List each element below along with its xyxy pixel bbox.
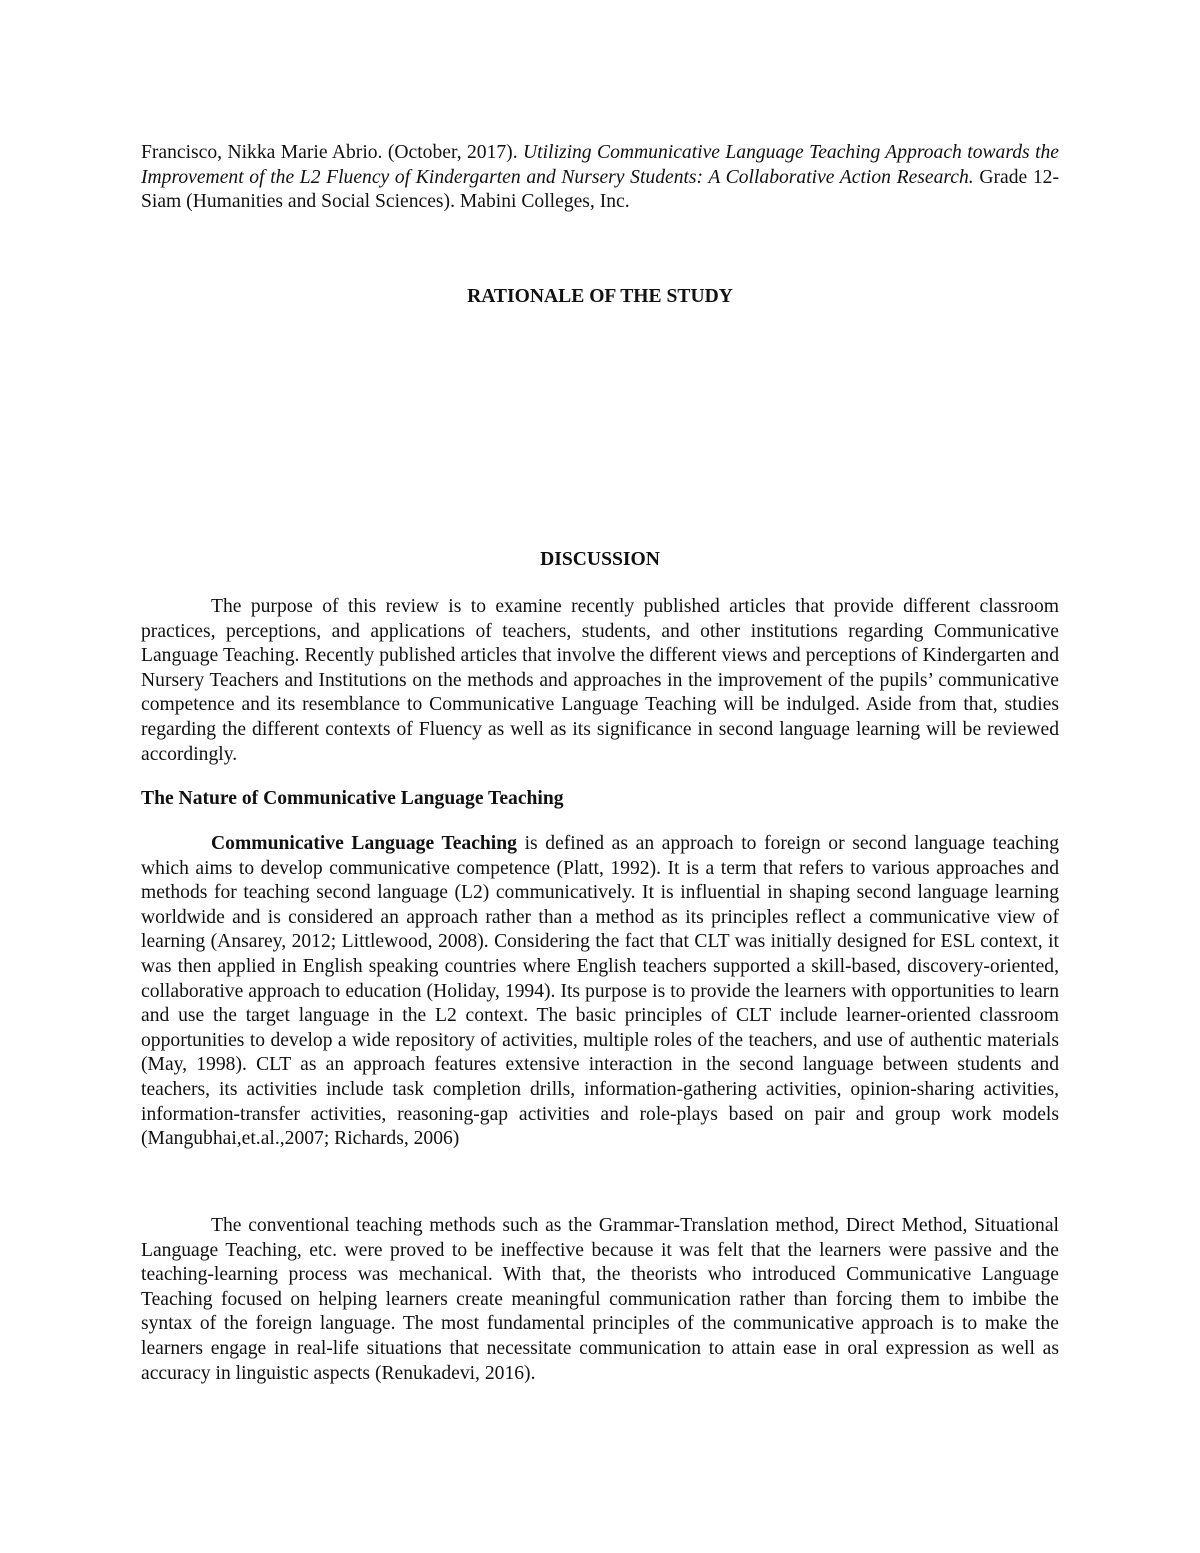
discussion-heading: DISCUSSION: [540, 549, 660, 570]
citation-title: Utilizing Communicative Language Teaching Approach towards the Improvement of the L2 Fluency of Kindergarten and Nursery Students: A Collaborative Action Research.: [141, 142, 1060, 188]
rationale-heading: RATIONALE OF THE STUDY: [467, 286, 733, 307]
discussion-paragraph: The purpose of this review is to examine recently published articles that provide different classroom practices, perceptions, and applications of teachers, students, and other institutions regarding Communicative Language Teaching. Recently published articles that involve the different views and perceptions of Kindergarten and Nursery Teachers and Institutions on the methods and approaches in the improvement of the pupils’ communicative competence and its resemblance to Communicative Language Teaching will be indulged. Aside from that, studies regarding the different contexts of Fluency as well as its significance in second language learning will be reviewed accordingly.: [141, 596, 1059, 765]
clt-paragraph-text: is defined as an approach to foreign or second language teaching which aims to develop communicative competence (Platt, 1992). It is a term that refers to various approaches and methods for teaching second language (L2) communicatively. It is influential in shaping second language learning worldwide and is considered an approach rather than a method as its principles reflect a communicative view of learning (Ansarey, 2012; Littlewood, 2008). Considering the fact that CLT was initially designed for ESL context, it was then applied in English speaking countries where English teachers supported a skill-based, discovery-oriented, collaborative approach to education (Holiday, 1994). Its purpose is to provide the learners with opportunities to learn and use the target language in the L2 context. The basic principles of CLT include learner-oriented classroom opportunities to develop a wide repository of activities, multiple roles of the teachers, and use of authentic materials (May, 1998). CLT as an approach features extensive interaction in the second language between students and teachers, its activities include task completion drills, information-gathering activities, opinion-sharing activities, information-transfer activities, reasoning-gap activities and role-plays based on pair and group work models (Mangubhai,et.al.,2007; Richards, 2006): [141, 833, 1060, 1150]
citation-rest: Grade 12-Siam (Humanities and Social Sciences). Mabini Colleges, Inc.: [141, 166, 1060, 213]
clt-bold-term: Communicative Language Teaching: [211, 833, 517, 854]
citation-author-date: Francisco, Nikka Marie Abrio. (October, 2017).: [141, 142, 518, 163]
section-heading-nature-of-clt: The Nature of Communicative Language Teaching: [141, 788, 564, 809]
conventional-methods-paragraph: The conventional teaching methods such as the Grammar-Translation method, Direct Method, Situational Language Teaching, etc. were proved to be ineffective because it was felt that the learners were passive and the teaching-learning process was mechanical. With that, the theorists who introduced Communicative Language Teaching focused on helping learners create meaningful communication rather than forcing them to imbibe the syntax of the foreign language. The most fundamental principles of the communicative approach is to make the learners engage in real-life situations that necessitate communication to attain ease in oral expression as well as accuracy in linguistic aspects (Renukadevi, 2016).: [141, 1215, 1059, 1384]
citation: [141, 141, 1059, 215]
document-page: [141, 141, 1060, 1384]
clt-paragraph: [141, 832, 1059, 1152]
